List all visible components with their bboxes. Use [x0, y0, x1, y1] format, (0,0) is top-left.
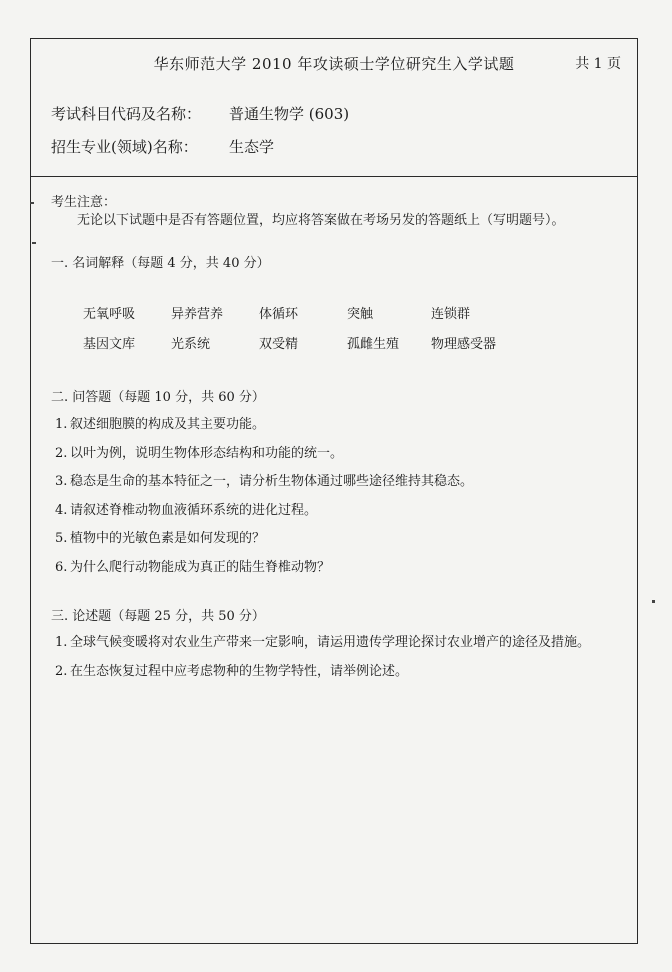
subject-value: 普通生物学 (603) — [229, 105, 350, 123]
question-text: 为什么爬行动物能成为真正的陆生脊椎动物？ — [70, 559, 331, 575]
section1-heading: 一. 名词解释（每题 4 分，共 40 分） — [51, 256, 270, 271]
scan-speck — [30, 202, 34, 204]
question-number: 5. — [55, 531, 68, 546]
subject-label: 考试科目代码及名称： — [51, 105, 202, 123]
question-number: 1. — [55, 635, 68, 650]
exam-paper-frame — [30, 38, 638, 944]
scan-speck — [32, 242, 36, 244]
question-number: 6. — [55, 559, 68, 575]
exam-title: 华东师范大学 2010 年攻读硕士学位研究生入学试题 — [153, 55, 515, 73]
question-number: 4. — [55, 502, 68, 518]
term: 异养营养 — [171, 307, 224, 322]
question-item — [55, 413, 473, 442]
question-text: 以叶为例，说明生物体形态结构和功能的统一。 — [70, 445, 344, 461]
question-number: 3. — [55, 474, 68, 489]
section2-questions — [55, 413, 473, 584]
question-text: 稳态是生命的基本特征之一，请分析生物体通过哪些途径维持其稳态。 — [70, 474, 474, 489]
term: 突触 — [347, 307, 374, 322]
question-item — [55, 470, 473, 499]
question-text: 全球气候变暖将对农业生产带来一定影响，请运用遗传学理论探讨农业增产的途径及措施。 — [70, 635, 591, 650]
term-grid — [83, 303, 543, 363]
question-item — [55, 442, 473, 471]
page-count: 共 1 页 — [575, 56, 621, 72]
term: 连锁群 — [431, 307, 471, 322]
question-number: 2. — [55, 445, 68, 461]
notice-text: 无论以下试题中是否有答题位置，均应将答案做在考场另发的答题纸上（写明题号）。 — [77, 213, 565, 228]
term: 体循环 — [259, 307, 299, 322]
question-item — [55, 527, 473, 556]
question-text: 叙述细胞膜的构成及其主要功能。 — [70, 417, 266, 432]
major-value: 生态学 — [229, 138, 275, 156]
term: 光系统 — [171, 337, 211, 352]
term: 无氧呼吸 — [83, 307, 136, 322]
question-number: 2. — [55, 663, 68, 679]
term-row — [83, 333, 543, 363]
question-item — [55, 556, 473, 585]
section2-heading: 二. 问答题（每题 10 分，共 60 分） — [51, 390, 265, 405]
scan-speck — [652, 600, 655, 603]
question-text: 在生态恢复过程中应考虑物种的生物学特性，请举例论述。 — [70, 663, 409, 679]
section3-heading: 三. 论述题（每题 25 分，共 50 分） — [51, 609, 265, 624]
term: 孤雌生殖 — [347, 337, 400, 352]
question-item — [55, 631, 590, 660]
major-row — [51, 136, 274, 157]
section3-questions — [55, 631, 590, 688]
subject-row — [51, 103, 349, 124]
term-row — [83, 303, 543, 333]
term: 基因文库 — [83, 337, 136, 352]
question-item — [55, 499, 473, 528]
header-divider — [31, 176, 637, 177]
term: 物理感受器 — [431, 337, 497, 352]
term: 双受精 — [259, 337, 299, 352]
question-text: 请叙述脊椎动物血液循环系统的进化过程。 — [70, 502, 318, 518]
notice-heading: 考生注意： — [51, 195, 117, 210]
question-number: 1. — [55, 417, 68, 432]
major-label: 招生专业(领域)名称： — [51, 138, 198, 156]
question-item — [55, 660, 590, 689]
question-text: 植物中的光敏色素是如何发现的？ — [70, 531, 266, 546]
